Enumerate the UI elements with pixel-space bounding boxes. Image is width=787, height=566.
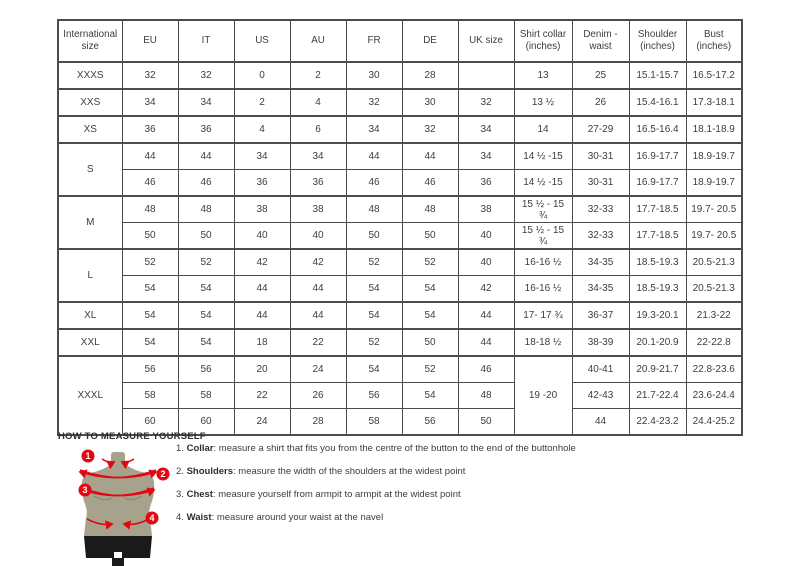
table-cell: 56 xyxy=(122,356,178,383)
table-cell: 44 xyxy=(234,276,290,303)
table-cell: 34 xyxy=(234,143,290,170)
table-cell: 46 xyxy=(346,170,402,197)
instruction-label: Chest xyxy=(186,488,213,500)
table-cell: 25 xyxy=(572,62,629,89)
instruction-label: Collar xyxy=(186,443,214,454)
svg-text:4: 4 xyxy=(149,513,155,524)
svg-text:3: 3 xyxy=(82,485,88,496)
table-cell xyxy=(458,62,514,89)
table-cell: 54 xyxy=(122,302,178,329)
table-cell: 27-29 xyxy=(572,116,629,143)
table-cell: 34 xyxy=(178,89,234,116)
size-chart-section xyxy=(57,19,743,436)
table-cell: 36-37 xyxy=(572,302,629,329)
column-header: IT xyxy=(178,20,234,62)
table-cell: 40 xyxy=(290,223,346,250)
table-row xyxy=(58,329,742,356)
table-cell: 16.5-17.2 xyxy=(686,62,742,89)
table-cell: 54 xyxy=(402,276,458,303)
table-cell: 52 xyxy=(178,249,234,276)
table-cell: 22 xyxy=(234,383,290,409)
table-cell: 52 xyxy=(346,329,402,356)
table-cell: 36 xyxy=(122,116,178,143)
table-cell: 54 xyxy=(402,383,458,409)
table-cell: 28 xyxy=(402,62,458,89)
table-cell: 58 xyxy=(178,383,234,409)
table-cell: 44 xyxy=(458,329,514,356)
table-cell: 48 xyxy=(178,196,234,223)
table-row xyxy=(58,143,742,170)
table-cell: 50 xyxy=(458,409,514,436)
measure-instruction xyxy=(176,490,576,500)
table-cell: 20.1-20.9 xyxy=(629,329,686,356)
table-cell: 52 xyxy=(122,249,178,276)
shorts-shape xyxy=(84,536,152,558)
table-cell: 14 xyxy=(514,116,572,143)
table-row xyxy=(58,356,742,383)
table-cell: XXS xyxy=(58,89,122,116)
table-cell: 32 xyxy=(402,116,458,143)
table-cell: 26 xyxy=(290,383,346,409)
table-cell: 48 xyxy=(458,383,514,409)
figure-marker-3 xyxy=(79,484,92,497)
measure-instruction xyxy=(176,444,576,454)
table-row xyxy=(58,196,742,223)
table-cell: 44 xyxy=(458,302,514,329)
column-header: Shirt collar (inches) xyxy=(514,20,572,62)
table-cell: 50 xyxy=(402,329,458,356)
torso-shape xyxy=(82,452,154,566)
table-cell: 44 xyxy=(234,302,290,329)
measure-instruction xyxy=(176,467,576,477)
figure-marker-1 xyxy=(82,450,95,463)
table-cell: 19.3-20.1 xyxy=(629,302,686,329)
table-cell: 23.6-24.4 xyxy=(686,383,742,409)
table-cell: 44 xyxy=(178,143,234,170)
table-cell: 24 xyxy=(234,409,290,436)
table-cell: 20 xyxy=(234,356,290,383)
table-cell: 18.9-19.7 xyxy=(686,143,742,170)
table-cell: 38 xyxy=(290,196,346,223)
table-cell: 60 xyxy=(178,409,234,436)
table-cell: 13 xyxy=(514,62,572,89)
table-row xyxy=(58,302,742,329)
column-header: International size xyxy=(58,20,122,62)
table-cell: M xyxy=(58,196,122,249)
instruction-text: : measure the width of the shoulders at the widest point xyxy=(233,465,466,477)
table-body xyxy=(58,62,742,435)
table-cell: 19.7- 20.5 xyxy=(686,196,742,223)
table-cell: 17.7-18.5 xyxy=(629,196,686,223)
table-cell: 15.1-15.7 xyxy=(629,62,686,89)
table-cell: 0 xyxy=(234,62,290,89)
table-cell: 32 xyxy=(458,89,514,116)
table-cell: 46 xyxy=(122,170,178,197)
table-cell: 50 xyxy=(402,223,458,250)
table-cell: 32 xyxy=(122,62,178,89)
table-row xyxy=(58,383,742,409)
table-cell: 60 xyxy=(122,409,178,436)
measure-instructions xyxy=(176,444,576,536)
table-row xyxy=(58,223,742,250)
column-header: Bust (inches) xyxy=(686,20,742,62)
table-cell: 54 xyxy=(178,329,234,356)
table-cell: 18.9-19.7 xyxy=(686,170,742,197)
column-header: UK size xyxy=(458,20,514,62)
table-cell: XXXS xyxy=(58,62,122,89)
table-cell: 26 xyxy=(572,89,629,116)
mannequin-figure xyxy=(60,446,184,566)
table-cell: 16-16 ½ xyxy=(514,276,572,303)
table-row xyxy=(58,62,742,89)
table-cell: 30-31 xyxy=(572,170,629,197)
table-cell: 44 xyxy=(572,409,629,436)
table-cell: 18 xyxy=(234,329,290,356)
table-cell: 34 xyxy=(458,143,514,170)
table-cell: 20.5-21.3 xyxy=(686,276,742,303)
column-header: AU xyxy=(290,20,346,62)
table-cell: 22-22.8 xyxy=(686,329,742,356)
table-cell: 36 xyxy=(458,170,514,197)
column-header: FR xyxy=(346,20,402,62)
table-cell: 18.5-19.3 xyxy=(629,276,686,303)
table-row xyxy=(58,89,742,116)
table-cell: 42 xyxy=(290,249,346,276)
header-row xyxy=(58,20,742,62)
table-cell: 54 xyxy=(346,276,402,303)
table-cell: 40 xyxy=(458,249,514,276)
table-cell: 34 xyxy=(290,143,346,170)
table-cell: 18.5-19.3 xyxy=(629,249,686,276)
table-cell: XL xyxy=(58,302,122,329)
table-cell: 54 xyxy=(178,302,234,329)
size-chart-table xyxy=(57,19,743,436)
table-cell: 36 xyxy=(234,170,290,197)
table-row xyxy=(58,170,742,197)
table-cell: 36 xyxy=(178,116,234,143)
table-cell: 56 xyxy=(402,409,458,436)
table-cell: 28 xyxy=(290,409,346,436)
instruction-number: 3. xyxy=(176,488,184,500)
table-cell: 14 ½ -15 xyxy=(514,143,572,170)
table-cell: 21.7-22.4 xyxy=(629,383,686,409)
table-cell: 50 xyxy=(178,223,234,250)
table-cell: 42 xyxy=(234,249,290,276)
table-cell: 4 xyxy=(290,89,346,116)
table-cell: 34-35 xyxy=(572,249,629,276)
table-cell: 36 xyxy=(290,170,346,197)
table-cell: 2 xyxy=(290,62,346,89)
table-cell: 16.9-17.7 xyxy=(629,170,686,197)
table-cell: 50 xyxy=(122,223,178,250)
column-header: EU xyxy=(122,20,178,62)
table-row xyxy=(58,276,742,303)
table-cell: 34 xyxy=(346,116,402,143)
table-cell: 46 xyxy=(402,170,458,197)
table-cell: 52 xyxy=(402,249,458,276)
table-cell: 44 xyxy=(402,143,458,170)
table-cell: 40 xyxy=(234,223,290,250)
table-cell: 44 xyxy=(290,302,346,329)
table-cell: 15.4-16.1 xyxy=(629,89,686,116)
table-cell: 30 xyxy=(346,62,402,89)
table-cell: 46 xyxy=(458,356,514,383)
table-cell: 40-41 xyxy=(572,356,629,383)
table-cell: 42-43 xyxy=(572,383,629,409)
measure-guide-title: HOW TO MEASURE YOURSELF xyxy=(58,431,206,442)
table-cell: 32-33 xyxy=(572,223,629,250)
table-cell: 58 xyxy=(122,383,178,409)
table-cell: 24.4-25.2 xyxy=(686,409,742,436)
table-cell: 54 xyxy=(346,302,402,329)
svg-text:1: 1 xyxy=(85,451,91,462)
table-cell: 32 xyxy=(178,62,234,89)
table-cell: 42 xyxy=(458,276,514,303)
table-cell: 13 ½ xyxy=(514,89,572,116)
svg-text:2: 2 xyxy=(160,469,166,480)
table-cell: 58 xyxy=(346,409,402,436)
table-cell: 52 xyxy=(346,249,402,276)
table-cell: 15 ½ - 15 ¾ xyxy=(514,196,572,223)
table-cell: 32-33 xyxy=(572,196,629,223)
table-cell: 22.8-23.6 xyxy=(686,356,742,383)
table-cell: 30 xyxy=(402,89,458,116)
instruction-number: 2. xyxy=(176,465,184,477)
table-cell: 54 xyxy=(402,302,458,329)
table-cell: 54 xyxy=(122,276,178,303)
table-cell: 24 xyxy=(290,356,346,383)
table-cell: 34 xyxy=(122,89,178,116)
table-cell: 2 xyxy=(234,89,290,116)
table-cell: 40 xyxy=(458,223,514,250)
table-cell: 18-18 ½ xyxy=(514,329,572,356)
table-cell: 16.9-17.7 xyxy=(629,143,686,170)
column-header: US xyxy=(234,20,290,62)
table-row xyxy=(58,249,742,276)
table-cell: 22 xyxy=(290,329,346,356)
table-cell: 30-31 xyxy=(572,143,629,170)
table-cell: 44 xyxy=(122,143,178,170)
table-cell: 38 xyxy=(234,196,290,223)
table-cell: 56 xyxy=(346,383,402,409)
table-cell: 22.4-23.2 xyxy=(629,409,686,436)
table-cell: 32 xyxy=(346,89,402,116)
instruction-label: Shoulders xyxy=(186,465,234,477)
table-cell: 46 xyxy=(178,170,234,197)
figure-marker-2 xyxy=(157,468,170,481)
instruction-text: : measure a shirt that fits you from the centre of the button to the end of the buttonhole xyxy=(213,443,576,454)
table-cell: 38 xyxy=(458,196,514,223)
table-cell: XXL xyxy=(58,329,122,356)
instruction-text: : measure around your waist at the navel xyxy=(211,511,384,523)
figure-marker-4 xyxy=(146,512,159,525)
table-cell: 14 ½ -15 xyxy=(514,170,572,197)
table-cell: 44 xyxy=(346,143,402,170)
table-cell: 48 xyxy=(346,196,402,223)
table-cell: 54 xyxy=(178,276,234,303)
table-cell: 17.7-18.5 xyxy=(629,223,686,250)
table-cell: 20.9-21.7 xyxy=(629,356,686,383)
table-cell: 6 xyxy=(290,116,346,143)
table-cell: 44 xyxy=(290,276,346,303)
table-row xyxy=(58,116,742,143)
table-cell: 4 xyxy=(234,116,290,143)
column-header: Shoulder (inches) xyxy=(629,20,686,62)
table-cell: 16-16 ½ xyxy=(514,249,572,276)
table-cell: 54 xyxy=(346,356,402,383)
measure-instruction xyxy=(176,513,576,523)
table-cell: 34-35 xyxy=(572,276,629,303)
table-cell: 21.3-22 xyxy=(686,302,742,329)
table-cell: 17- 17 ¾ xyxy=(514,302,572,329)
table-cell: 56 xyxy=(178,356,234,383)
column-header: DE xyxy=(402,20,458,62)
table-cell: 19.7- 20.5 xyxy=(686,223,742,250)
instruction-text: : measure yourself from armpit to armpit at the widest point xyxy=(212,488,461,500)
table-cell: 54 xyxy=(122,329,178,356)
table-cell: 18.1-18.9 xyxy=(686,116,742,143)
table-cell: 50 xyxy=(346,223,402,250)
table-cell: XS xyxy=(58,116,122,143)
table-cell: 38-39 xyxy=(572,329,629,356)
table-cell: 52 xyxy=(402,356,458,383)
column-header: Denim - waist xyxy=(572,20,629,62)
instruction-number: 4. xyxy=(176,511,184,523)
table-cell: S xyxy=(58,143,122,196)
table-cell: XXXL xyxy=(58,356,122,435)
table-cell: 20.5-21.3 xyxy=(686,249,742,276)
table-cell: L xyxy=(58,249,122,302)
instruction-label: Waist xyxy=(186,511,212,523)
table-cell: 16.5-16.4 xyxy=(629,116,686,143)
table-cell: 48 xyxy=(122,196,178,223)
table-cell: 48 xyxy=(402,196,458,223)
table-cell: 17.3-18.1 xyxy=(686,89,742,116)
table-cell: 19 -20 xyxy=(514,356,572,435)
table-cell: 34 xyxy=(458,116,514,143)
table-cell: 15 ½ - 15 ¾ xyxy=(514,223,572,250)
instruction-number: 1. xyxy=(176,443,184,454)
